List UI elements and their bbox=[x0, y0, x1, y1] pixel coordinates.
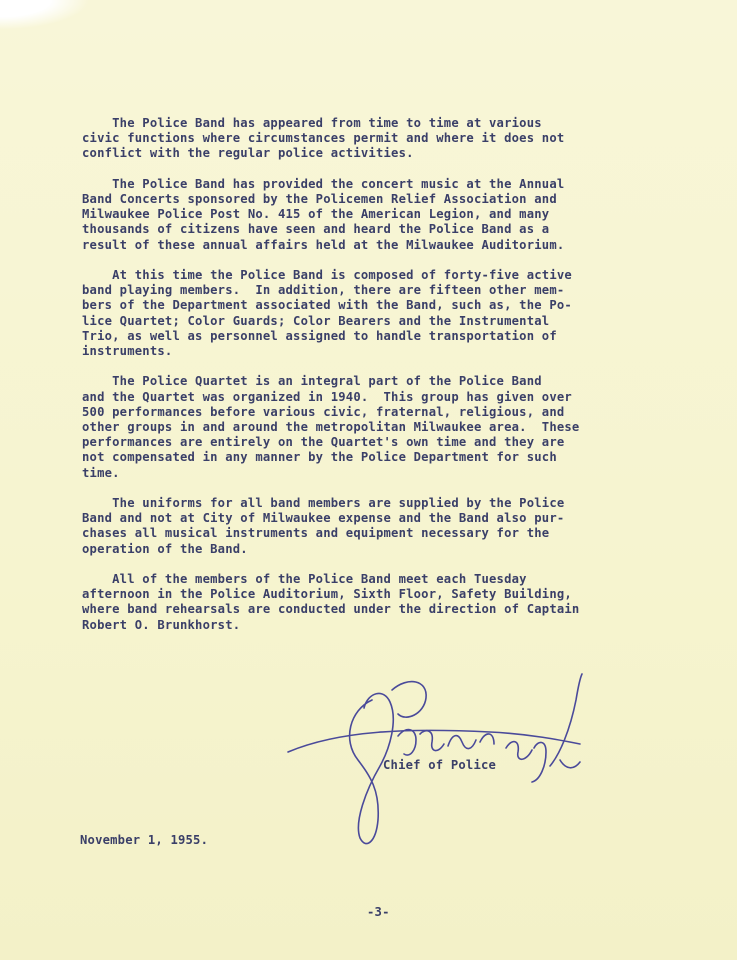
paragraph-5: The uniforms for all band members are supplied by the Police Band and not at City of Milwaukee expense and the Band also pur- chases all musical instruments and equipment necessary for the operation of the Band. bbox=[82, 496, 565, 556]
letter-date: November 1, 1955. bbox=[80, 833, 209, 847]
paragraph-2: The Police Band has provided the concert music at the Annual Band Concerts sponsored by the Policemen Relief Association and Milwaukee Police Post No. 415 of the American Legion, and many thousands of citizens have seen and heard the Police Band as a result of these annual affairs held at the Milwaukee Auditorium. bbox=[82, 176, 565, 252]
paper-corner-fold bbox=[0, 0, 90, 30]
paragraph-4: The Police Quartet is an integral part of the Police Band and the Quartet was organized in 1940. This group has given over 500 performances before various civic, fraternal, religious, and other groups in and around the metropolitan Milwaukee area. These performances are entirely on the Quartet's own time and they are not compensated in any manner by the Police Department for such time. bbox=[82, 374, 580, 480]
signature-title: Chief of Police bbox=[383, 758, 497, 772]
paragraph-1: The Police Band has appeared from time to time at various civic functions where circumstances permit and where it does not conflict with the regular police activities. bbox=[82, 116, 565, 161]
paragraph-3: At this time the Police Band is composed of forty-five active band playing members. In addition, there are fifteen other mem- bers of the Department associated with the Band, such as, the Po- lice Quartet; Color Guards; Color Bearers and the Instrumental Trio, as well as personnel assigned to handle transportation of instruments. bbox=[82, 268, 572, 359]
page-number: -3- bbox=[367, 905, 390, 919]
paragraph-6: All of the members of the Police Band meet each Tuesday afternoon in the Police Auditorium, Sixth Floor, Safety Building, where band rehearsals are conducted under the direction of Captain Robert O. Brunkhorst. bbox=[82, 572, 580, 632]
letter-body bbox=[82, 116, 579, 633]
